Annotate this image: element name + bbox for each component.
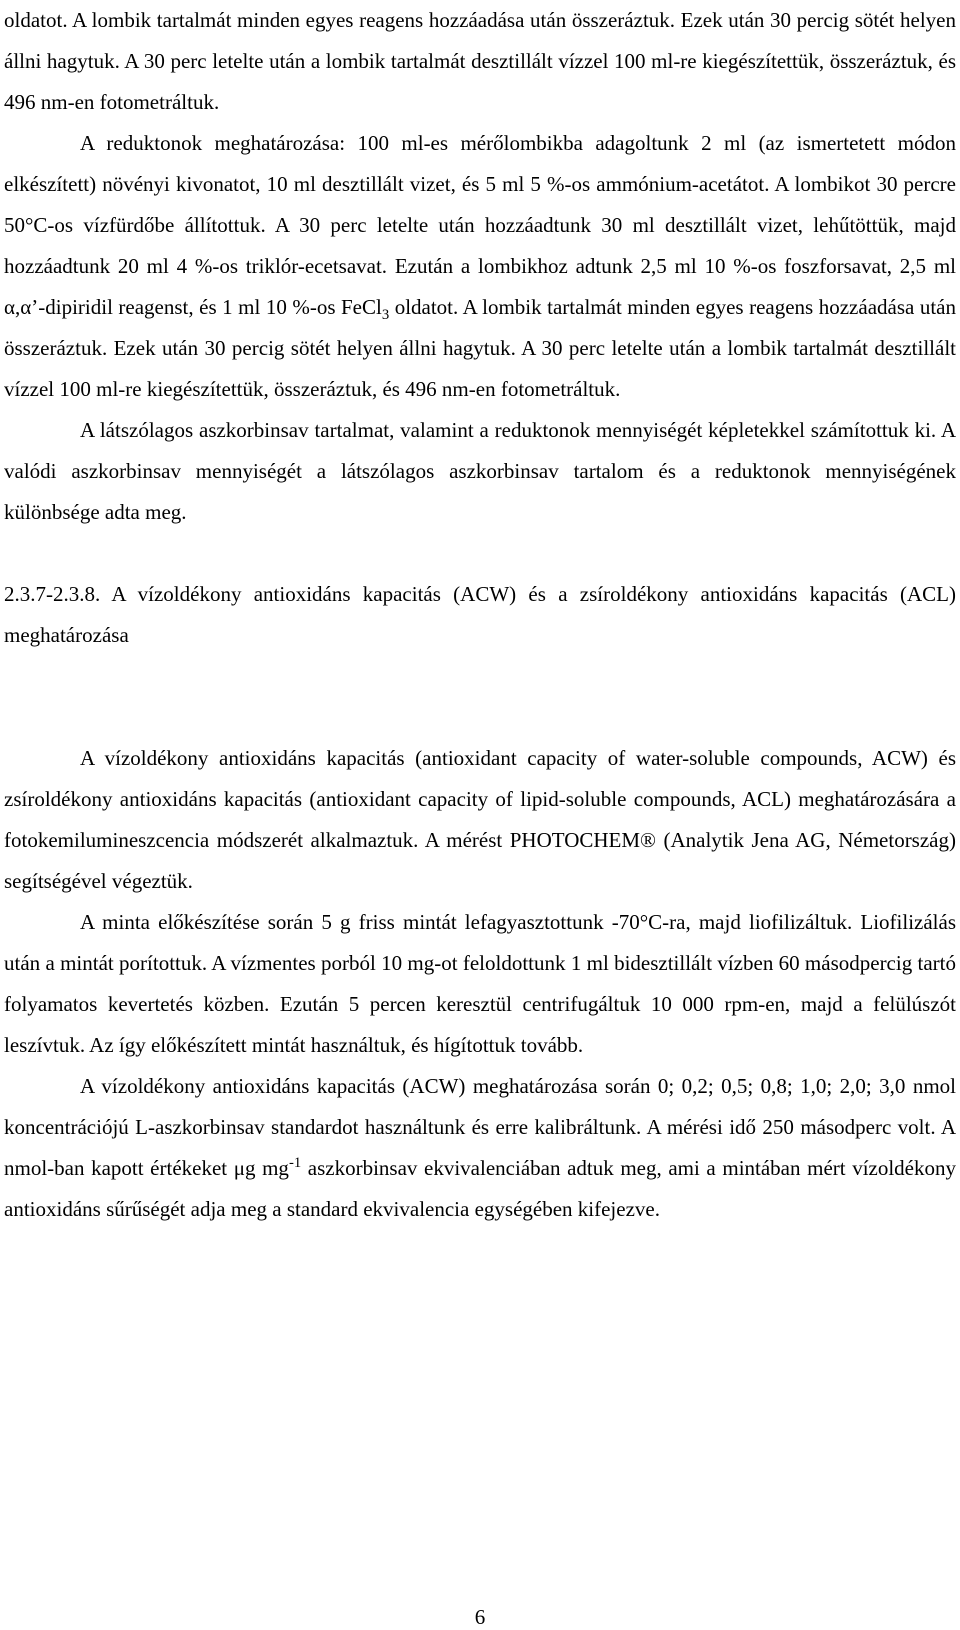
- page-number: 6: [474, 1605, 486, 1629]
- fecl3-subscript: 3: [381, 307, 390, 324]
- paragraph-ascorbic-calc: A látszólagos aszkorbinsav tartalmat, valamint a reduktonok mennyiségét képletekkel számítottuk ki. A valódi aszkorbinsav mennyiségét a látszólagos aszkorbinsav tartalom és a reduktonok mennyiségének különbsége adta meg.: [4, 418, 956, 524]
- paragraph-continuation: oldatot. A lombik tartalmát minden egyes reagens hozzáadása után összeráztuk. Ezek után 30 percig sötét helyen állni hagytuk. A 30 perc letelte után a lombik tartalmát desztillált vízzel 100 ml-re kiegészítettük, összeráztuk, és 496 nm-en fotometráltuk.: [4, 8, 956, 114]
- paragraph-acw-text-a: A vízoldékony antioxidáns kapacitás (ACW) meghatározása során 0; 0,2; 0,5; 0,8; 1,0; 2,0; 3,0 nmol koncentrációjú L-aszkorbinsav standardot használtunk és erre kalibráltunk. A mérési idő 250 másodperc volt. A nmol-ban kapott értékeket μg mg: [4, 1074, 956, 1180]
- paragraph-reductones: [4, 123, 956, 410]
- paragraph-acw-text-b: aszkorbinsav ekvivalenciában adtuk meg, ami a mintában mért vízoldékony antioxidáns sűrűségét adja meg a standard ekvivalencia egységében kifejezve.: [4, 1156, 957, 1221]
- paragraph-reductones-text-a: A reduktonok meghatározása: 100 ml-es mérőlombikba adagoltunk 2 ml (az ismertetett módon elkészített) növényi kivonatot, 10 ml desztillált vizet, és 5 ml 5 %-os ammónium-acetátot. A lombikot 30 percre 50°C-os vízfürdőbe állítottuk. A 30 perc letelte után hozzáadtunk 30 ml desztillált vizet, lehűtöttük, majd hozzáadtunk 20 ml 4 %-os triklór-ecetsavat. Ezután a lombikhoz adtunk 2,5 ml 10 %-os foszforsavat, 2,5 ml α,α’-dipiridil reagenst, és 1 ml 10 %-os FeCl: [4, 131, 956, 319]
- document-body: [4, 0, 956, 1230]
- paragraph-acw-calibration: [4, 1066, 956, 1230]
- unit-superscript: -1: [288, 1155, 302, 1171]
- paragraph-reductones-text-b: oldatot. A lombik tartalmát minden egyes reagens hozzáadása után összeráztuk. Ezek után 30 percig sötét helyen állni hagytuk. A 30 perc letelte után a lombik tartalmát desztillált vízzel 100 ml-re kiegészítettük, összeráztuk, és 496 nm-en fotometráltuk.: [4, 295, 956, 401]
- paragraph-sample-preparation: A minta előkészítése során 5 g friss mintát lefagyasztottunk -70°C-ra, majd liofilizáltuk. Liofilizálás után a mintát porítottuk. A vízmentes porból 10 mg-ot feloldottunk 1 ml bidesztillált vízben 60 másodpercig tartó folyamatos kevertetés közben. Ezután 5 percen keresztül centrifugáltuk 10 000 rpm-en, majd a felülúszót leszívtuk. Az így előkészített mintát használtuk, és hígítottuk tovább.: [4, 910, 956, 1057]
- paragraph-photochem-method: A vízoldékony antioxidáns kapacitás (antioxidant capacity of water-soluble compounds, ACW) és zsíroldékony antioxidáns kapacitás (antioxidant capacity of lipid-soluble compounds, ACL) meghatározására a fotokemilumineszcencia módszerét alkalmaztuk. A mérést PHOTOCHEM® (Analytik Jena AG, Németország) segítségével végeztük.: [4, 746, 956, 893]
- section-heading: 2.3.7-2.3.8. A vízoldékony antioxidáns kapacitás (ACW) és a zsíroldékony antioxidáns kapacitás (ACL) meghatározása: [4, 582, 956, 647]
